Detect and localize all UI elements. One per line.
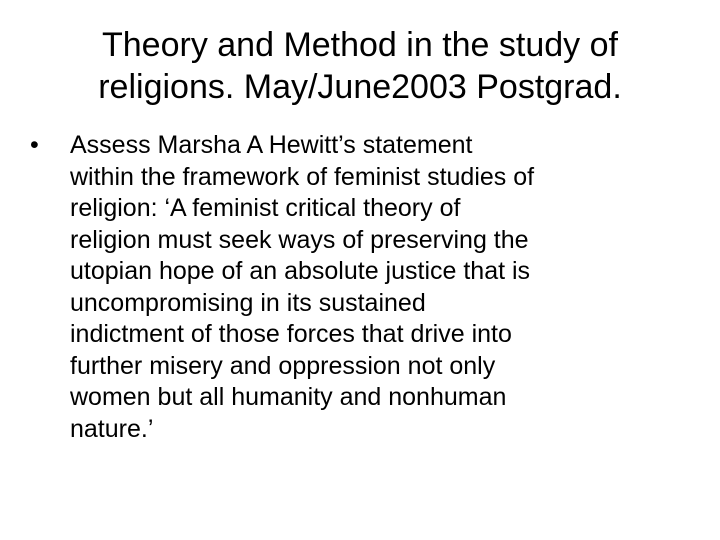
bullet-text-line: religion must seek ways of preserving the	[70, 225, 529, 254]
slide-title-line: religions. May/June2003 Postgrad.	[98, 68, 622, 106]
bullet-text-line: religion: ‘A feminist critical theory of	[70, 194, 461, 222]
bullet-item	[30, 130, 690, 445]
bullet-text	[70, 130, 690, 445]
bullet-text-line: Assess Marsha A Hewitt’s statement	[70, 131, 473, 159]
bullet-text-line: women but all humanity and nonhuman	[70, 383, 507, 411]
bullet-icon: •	[30, 131, 39, 159]
bullet-text-line: within the framework of feminist studies of	[70, 162, 535, 191]
slide-body	[30, 130, 690, 445]
slide-title	[20, 24, 700, 108]
bullet-text-line: utopian hope of an absolute justice that is	[70, 257, 531, 285]
bullet-text-line: indictment of those forces that drive into	[70, 320, 512, 348]
bullet-text-line: further misery and oppression not only	[70, 351, 496, 380]
bullet-text-line: nature.’	[70, 414, 154, 443]
slide-title-line: Theory and Method in the study of	[102, 26, 618, 64]
bullet-text-line: uncompromising in its sustained	[70, 288, 426, 317]
